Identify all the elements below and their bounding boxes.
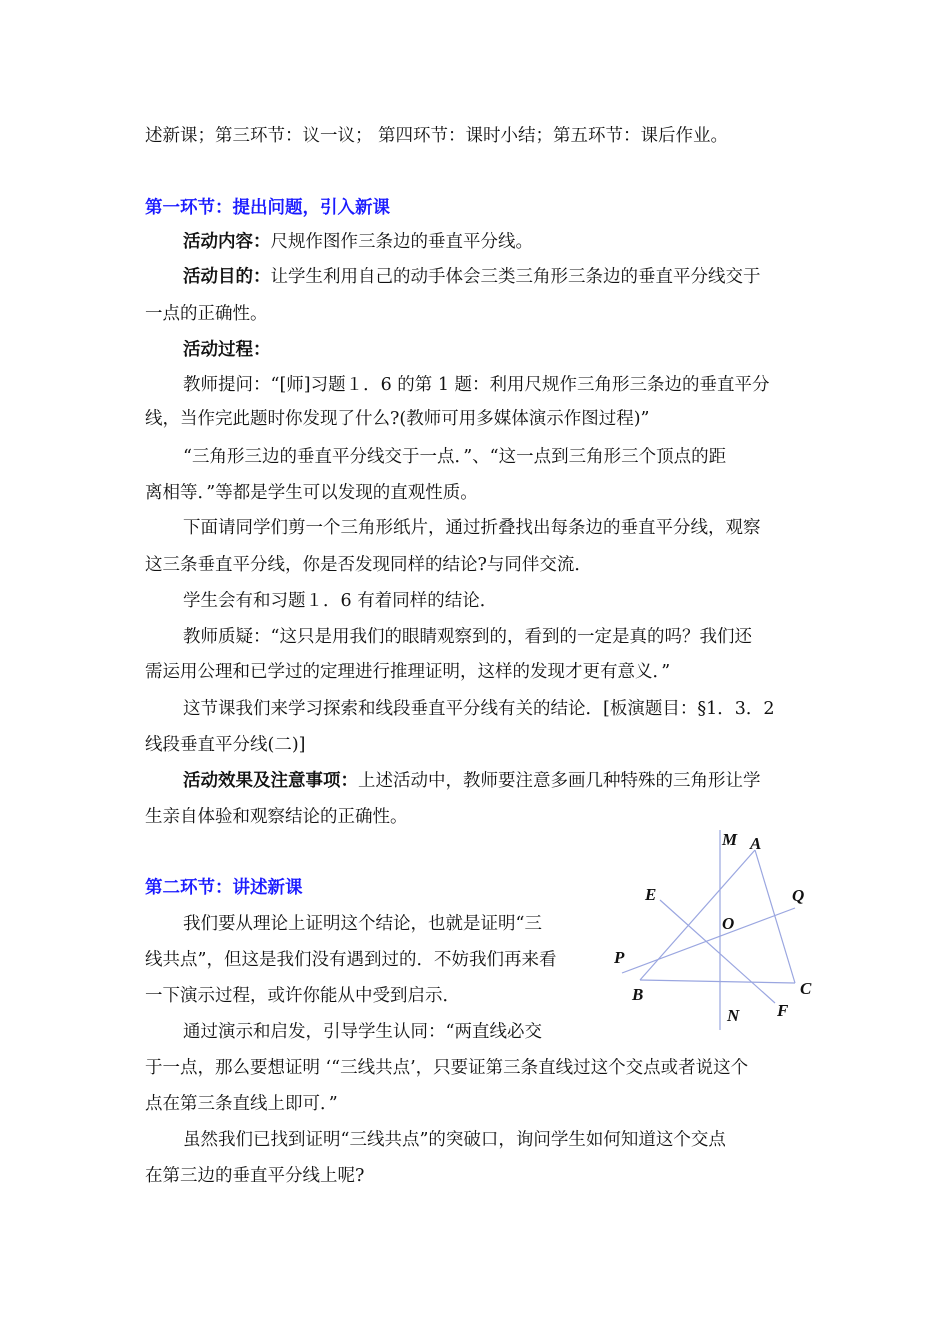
side-ab <box>640 850 755 980</box>
paragraph-text: 这三条垂直平分线，你是否发现同样的结论?与同伴交流． <box>145 555 592 575</box>
paragraph-text: 一下演示过程，或许你能从中受到启示． <box>145 986 460 1006</box>
activity-process-label: 活动过程： <box>183 340 271 360</box>
paragraph-text: 我们要从理论上证明这个结论，也就是证明“三 <box>183 914 542 934</box>
bisector-ef <box>660 900 775 1003</box>
label-c: C <box>800 979 812 998</box>
activity-effect-cont: 生亲自体验和观察结论的正确性。 <box>145 807 408 827</box>
label-a: A <box>750 834 762 853</box>
activity-content-text: 尺规作图作三条边的垂直平分线。 <box>270 232 533 252</box>
label-q: Q <box>792 886 805 905</box>
bisector-pq <box>622 908 795 973</box>
label-b: B <box>632 985 644 1004</box>
activity-content <box>183 230 533 254</box>
paragraph-text: 这节课我们来学习探索和线段垂直平分线有关的结论．[板演题目：§1．3．2 <box>183 699 775 719</box>
perpendicular-bisector-diagram <box>600 825 840 1035</box>
paragraph-text: 线，当作完此题时你发现了什么?(教师可用多媒体演示作图过程)” <box>145 409 650 429</box>
paragraph-text: 下面请同学们剪一个三角形纸片，通过折叠找出每条边的垂直平分线，观察 <box>183 518 761 538</box>
paragraph-text: 学生会有和习题１．6 有着同样的结论． <box>183 591 498 611</box>
paragraph-text: 通过演示和启发，引导学生认同：“两直线必交 <box>183 1022 542 1042</box>
label-o: O <box>722 914 735 933</box>
section1-heading: 第一环节：提出问题，引入新课 <box>145 198 390 218</box>
paragraph-text: 教师质疑：“这只是用我们的眼睛观察到的，看到的一定是真的吗？我们还 <box>183 627 752 647</box>
paragraph-text: 于一点，那么要想证明 ‘“三线共点’，只要证第三条直线过这个交点或者说这个 <box>145 1058 749 1078</box>
paragraph-text: 需运用公理和已学过的定理进行推理证明，这样的发现才更有意义．” <box>145 662 671 682</box>
label-f: F <box>777 1001 789 1020</box>
paragraph-text: 在第三边的垂直平分线上呢? <box>145 1166 365 1186</box>
label-n: N <box>727 1006 740 1025</box>
activity-purpose <box>183 265 761 289</box>
section2-heading: 第二环节：讲述新课 <box>145 878 303 898</box>
paragraph-text: 点在第三条直线上即可．” <box>145 1094 338 1114</box>
paragraph-text: 线段垂直平分线(二)] <box>145 735 306 755</box>
side-ac <box>755 850 795 983</box>
paragraph-text: 教师提问：“[师]习题１．6 的第 1 题：利用尺规作三角形三条边的垂直平分 <box>183 375 770 395</box>
activity-purpose-text: 让学生利用自己的动手体会三类三角形三条边的垂直平分线交于 <box>270 267 761 287</box>
activity-content-label: 活动内容： <box>183 232 271 252</box>
paragraph-text: 离相等．”等都是学生可以发现的直观性质。 <box>145 483 478 503</box>
paragraph-text: 虽然我们已找到证明“三线共点”的突破口，询问学生如何知道这个交点 <box>183 1130 726 1150</box>
paragraph-text: 线共点”，但这是我们没有遇到过的．不妨我们再来看 <box>145 950 557 970</box>
activity-purpose-label: 活动目的： <box>183 267 271 287</box>
side-bc <box>640 980 795 983</box>
label-p: P <box>614 948 625 967</box>
label-e: E <box>645 885 657 904</box>
activity-effect <box>183 769 761 793</box>
intro-tail: 述新课；第三环节：议一议； 第四环节：课时小结；第五环节：课后作业。 <box>145 126 729 146</box>
label-m: M <box>722 830 738 849</box>
activity-effect-text: 上述活动中，教师要注意多画几种特殊的三角形让学 <box>358 771 761 791</box>
paragraph-text: “三角形三边的垂直平分线交于一点．”、“这一点到三角形三个顶点的距 <box>183 447 727 467</box>
activity-effect-label: 活动效果及注意事项： <box>183 771 358 791</box>
activity-purpose-cont: 一点的正确性。 <box>145 304 268 324</box>
